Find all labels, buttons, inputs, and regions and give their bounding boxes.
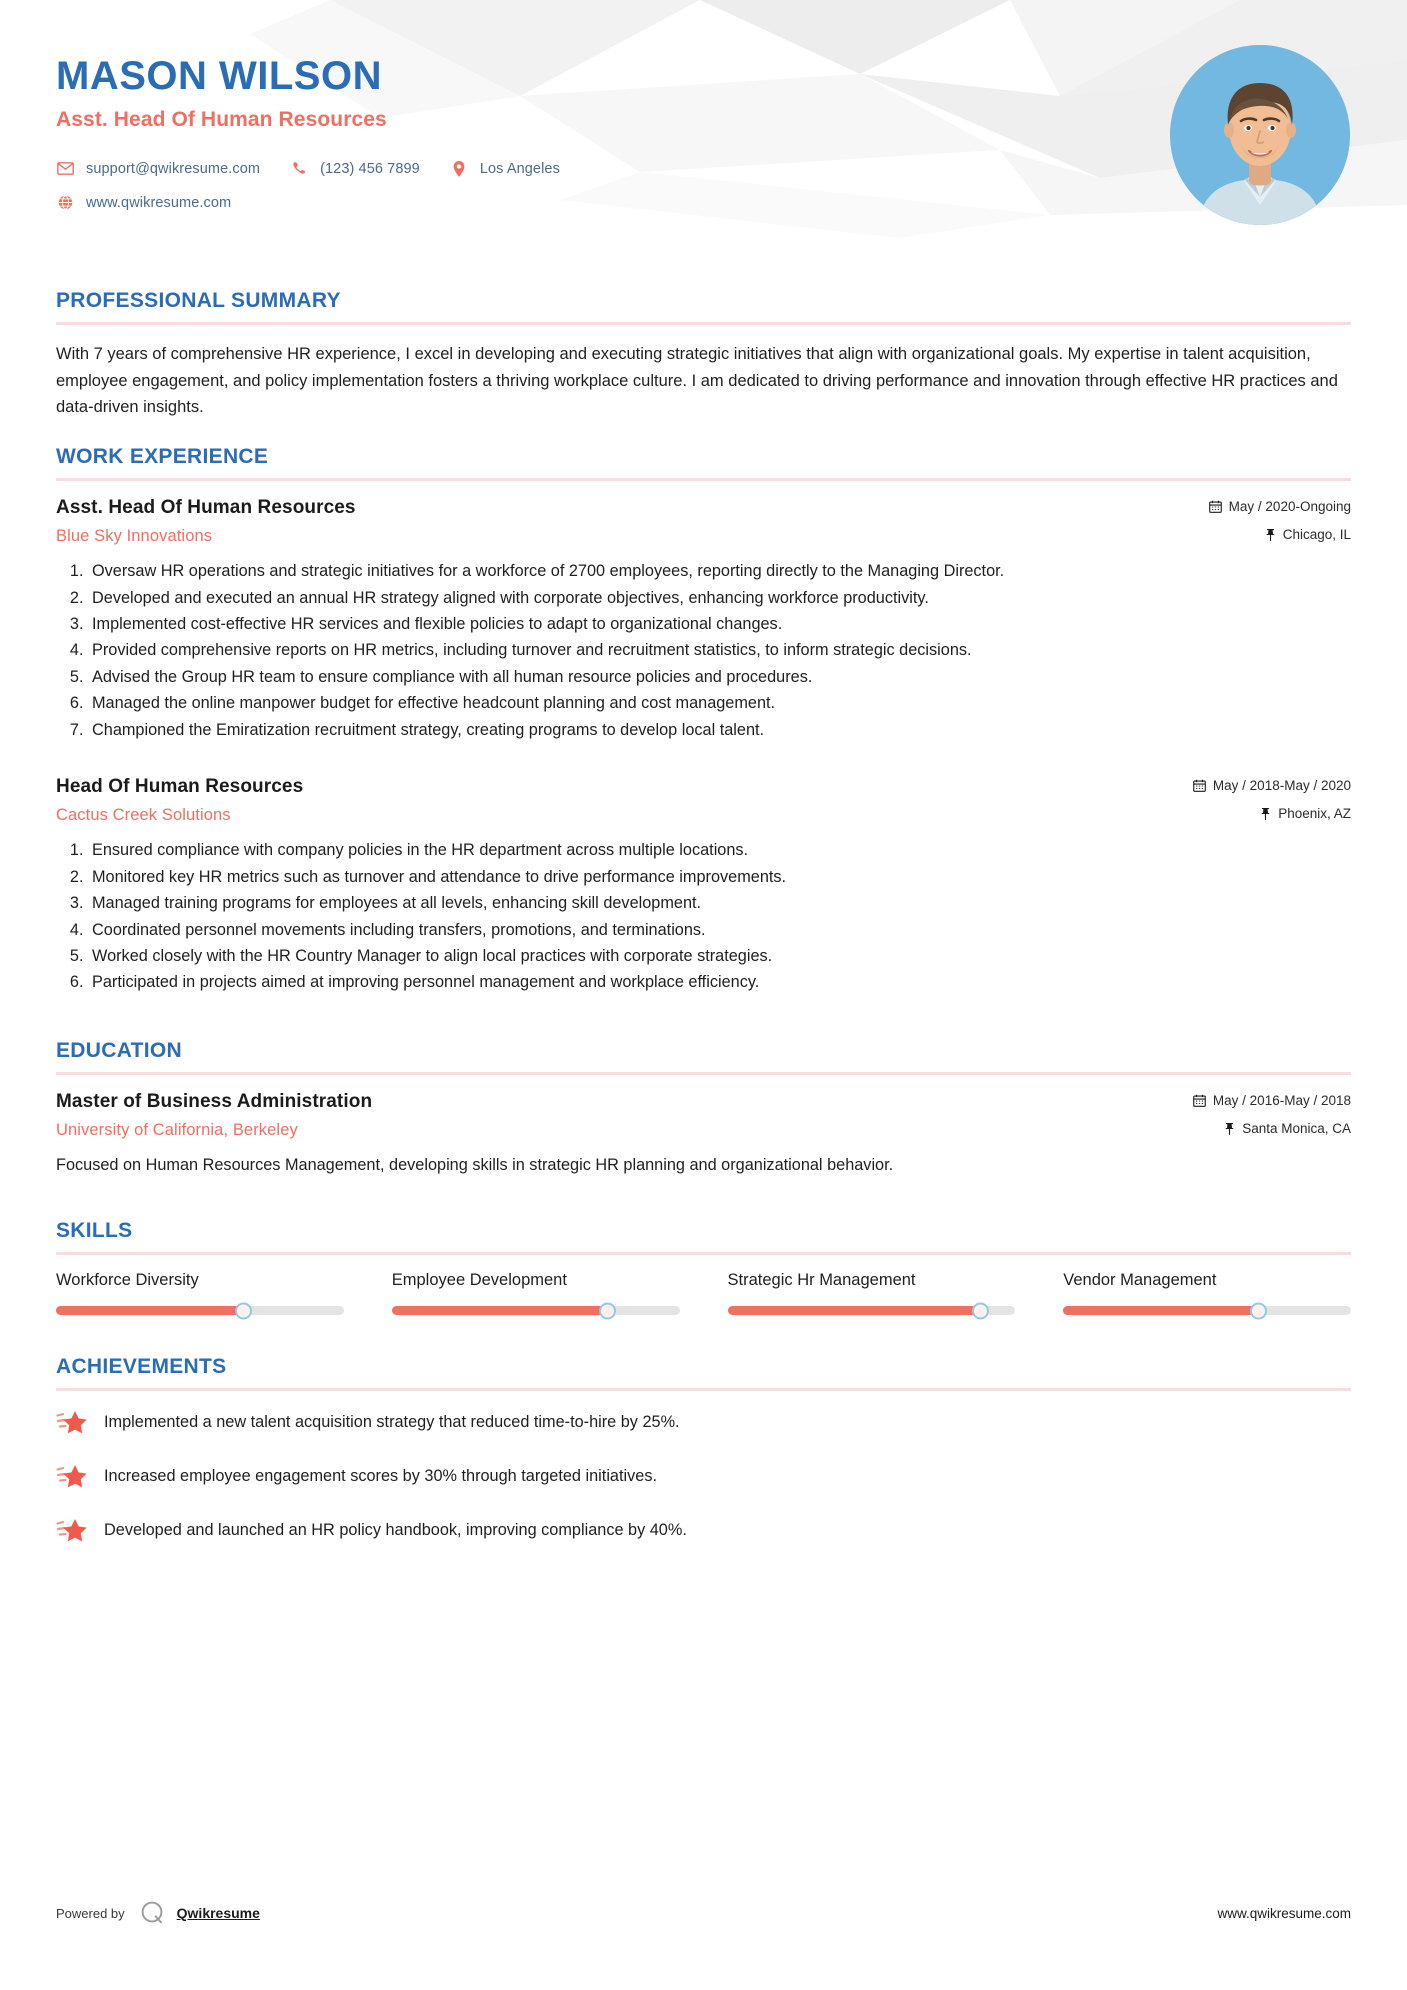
list-item: 6. Participated in projects aimed at improving personnel management and workplace efficiency. — [88, 970, 1351, 994]
list-item: 2. Monitored key HR metrics such as turnover and attendance to drive performance improvements. — [88, 865, 1351, 889]
experience-dates-text: May / 2020-Ongoing — [1228, 499, 1351, 515]
list-item: 6. Managed the online manpower budget for effective headcount planning and cost management. — [88, 691, 1351, 715]
phone-icon — [290, 160, 309, 177]
experience-location — [1265, 527, 1351, 542]
education-location — [1224, 1121, 1351, 1136]
section-title-experience: WORK EXPERIENCE — [56, 445, 269, 469]
section-title-education: EDUCATION — [56, 1038, 182, 1062]
calendar-icon — [1193, 1094, 1206, 1107]
skill-progress-knob[interactable] — [972, 1302, 989, 1319]
achievement-text: Increased employee engagement scores by 30% through targeted initiatives. — [104, 1466, 657, 1485]
education-degree: Master of Business Administration — [56, 1090, 373, 1112]
powered-by-label: Powered by — [56, 1905, 125, 1921]
footer-branding — [56, 1899, 260, 1927]
skill-label: Workforce Diversity — [56, 1271, 199, 1290]
experience-bullet-list — [56, 559, 1351, 742]
section-divider — [56, 1388, 1351, 1391]
skill-progress-knob[interactable] — [1250, 1302, 1267, 1319]
map-pin-icon — [1265, 528, 1276, 541]
pin-icon — [450, 160, 469, 177]
experience-dates — [1193, 778, 1351, 793]
experience-entry — [56, 776, 1351, 995]
achievement-text: Implemented a new talent acquisition strategy that reduced time-to-hire by 25%. — [104, 1412, 680, 1431]
experience-location-text: Phoenix, AZ — [1278, 806, 1351, 822]
avatar-portrait — [1170, 45, 1350, 225]
map-pin-icon — [1260, 807, 1271, 820]
footer-url[interactable]: www.qwikresume.com — [1217, 1905, 1351, 1921]
experience-location-text: Chicago, IL — [1282, 527, 1351, 543]
resume-header — [0, 0, 1407, 265]
list-item: 5. Advised the Group HR team to ensure compliance with all human resource policies and procedures. — [88, 665, 1351, 689]
skill-progress-track — [56, 1306, 344, 1315]
experience-bullet-list — [56, 838, 1351, 995]
education-entry-subheader — [56, 1121, 1351, 1140]
page-footer — [56, 1899, 1351, 1927]
skills-grid — [56, 1271, 1351, 1315]
contact-email[interactable] — [56, 160, 260, 177]
list-item: 2. Developed and executed an annual HR strategy aligned with corporate objectives, enhancing workforce productivity. — [88, 586, 1351, 610]
list-item: 3. Managed training programs for employees at all levels, enhancing skill development. — [88, 891, 1351, 915]
section-divider — [56, 322, 1351, 325]
contact-website-text: www.qwikresume.com — [86, 194, 232, 211]
list-item: 1. Oversaw HR operations and strategic initiatives for a workforce of 2700 employees, reporting directly to the Managing Director. — [88, 559, 1351, 583]
skill-label: Strategic Hr Management — [727, 1271, 916, 1290]
achievement-text: Developed and launched an HR policy handbook, improving compliance by 40%. — [104, 1520, 687, 1539]
skill-progress-track — [1063, 1306, 1351, 1315]
skill-item — [1063, 1271, 1351, 1315]
list-item: 7. Championed the Emiratization recruitment strategy, creating programs to develop local talent. — [88, 718, 1351, 742]
skill-item — [392, 1271, 728, 1315]
list-item: 1. Ensured compliance with company policies in the HR department across multiple locations. — [88, 838, 1351, 862]
avatar — [1170, 45, 1350, 225]
shooting-star-icon — [56, 1407, 90, 1437]
experience-entry-header — [56, 497, 1351, 519]
skill-progress-fill — [392, 1306, 608, 1315]
experience-entry — [56, 497, 1351, 742]
experience-company: Blue Sky Innovations — [56, 527, 213, 546]
contact-email-text: support@qwikresume.com — [86, 160, 261, 177]
section-divider — [56, 1072, 1351, 1075]
contact-location — [450, 160, 560, 177]
section-skills — [56, 1219, 1351, 1315]
skill-progress-track — [728, 1306, 1016, 1315]
education-entry — [56, 1091, 1351, 1177]
skill-progress-fill — [728, 1306, 981, 1315]
contact-phone-text: (123) 456 7899 — [320, 160, 420, 177]
achievement-item — [56, 1461, 1351, 1491]
experience-entry-subheader — [56, 806, 1351, 825]
qwikresume-logo-icon — [139, 1899, 167, 1927]
section-divider — [56, 478, 1351, 481]
shooting-star-icon — [56, 1461, 90, 1491]
page-title: MASON WILSON — [56, 54, 382, 98]
education-dates — [1193, 1093, 1351, 1108]
experience-company: Cactus Creek Solutions — [56, 806, 231, 825]
skill-label: Vendor Management — [1063, 1271, 1217, 1290]
section-achievements — [56, 1355, 1351, 1545]
section-title-skills: SKILLS — [56, 1219, 133, 1243]
skill-label: Employee Development — [391, 1271, 567, 1290]
skill-progress-fill — [1063, 1306, 1259, 1315]
section-work-experience — [56, 445, 1351, 995]
achievement-item — [56, 1407, 1351, 1437]
map-pin-icon — [1224, 1122, 1235, 1135]
experience-location — [1260, 806, 1351, 821]
calendar-icon — [1193, 779, 1206, 792]
skill-progress-track — [392, 1306, 680, 1315]
summary-text: With 7 years of comprehensive HR experience, I excel in developing and executing strategic initiatives that align with organizational goals. My expertise in talent acquisition, employee engagement, and policy implementation fosters a thriving workplace culture. I am dedicated to driving performance and innovation through effective HR practices and data-driven insights. — [56, 345, 1338, 417]
experience-entry-header — [56, 776, 1351, 798]
experience-entry-subheader — [56, 527, 1351, 546]
section-title-achievements: ACHIEVEMENTS — [56, 1355, 227, 1379]
experience-role: Asst. Head Of Human Resources — [56, 497, 356, 519]
skill-progress-knob[interactable] — [599, 1302, 616, 1319]
achievements-list — [56, 1407, 1351, 1545]
calendar-icon — [1209, 500, 1222, 513]
education-school: University of California, Berkeley — [56, 1120, 298, 1139]
section-title-summary: PROFESSIONAL SUMMARY — [56, 289, 341, 312]
shooting-star-icon — [56, 1515, 90, 1545]
contact-website[interactable] — [56, 194, 231, 211]
qwikresume-brand-link[interactable]: Qwikresume — [176, 1905, 260, 1921]
skill-progress-knob[interactable] — [235, 1302, 252, 1319]
contact-phone[interactable] — [290, 160, 420, 177]
skill-item — [56, 1271, 392, 1315]
section-professional-summary — [56, 289, 1351, 421]
education-entry-header — [56, 1091, 1351, 1113]
section-education — [56, 1039, 1351, 1177]
education-description: Focused on Human Resources Management, developing skills in strategic HR planning and organizational behavior. — [56, 1155, 894, 1174]
email-icon — [56, 160, 75, 177]
skill-progress-fill — [56, 1306, 243, 1315]
education-location-text: Santa Monica, CA — [1242, 1120, 1351, 1136]
resume-body — [0, 289, 1407, 1545]
skill-item — [728, 1271, 1064, 1315]
globe-icon — [56, 194, 75, 211]
experience-dates — [1209, 499, 1351, 514]
list-item: 3. Implemented cost-effective HR services and flexible policies to adapt to organizational changes. — [88, 612, 1351, 636]
experience-role: Head Of Human Resources — [56, 776, 304, 798]
header-job-title: Asst. Head Of Human Resources — [56, 108, 387, 131]
list-item: 4. Provided comprehensive reports on HR metrics, including turnover and recruitment statistics, to inform strategic decisions. — [88, 638, 1351, 662]
section-divider — [56, 1252, 1351, 1255]
list-item: 5. Worked closely with the HR Country Manager to align local practices with corporate strategies. — [88, 944, 1351, 968]
experience-dates-text: May / 2018-May / 2020 — [1212, 778, 1351, 794]
achievement-item — [56, 1515, 1351, 1545]
education-dates-text: May / 2016-May / 2018 — [1212, 1092, 1351, 1108]
contact-location-text: Los Angeles — [479, 160, 560, 177]
list-item: 4. Coordinated personnel movements including transfers, promotions, and terminations. — [88, 918, 1351, 942]
